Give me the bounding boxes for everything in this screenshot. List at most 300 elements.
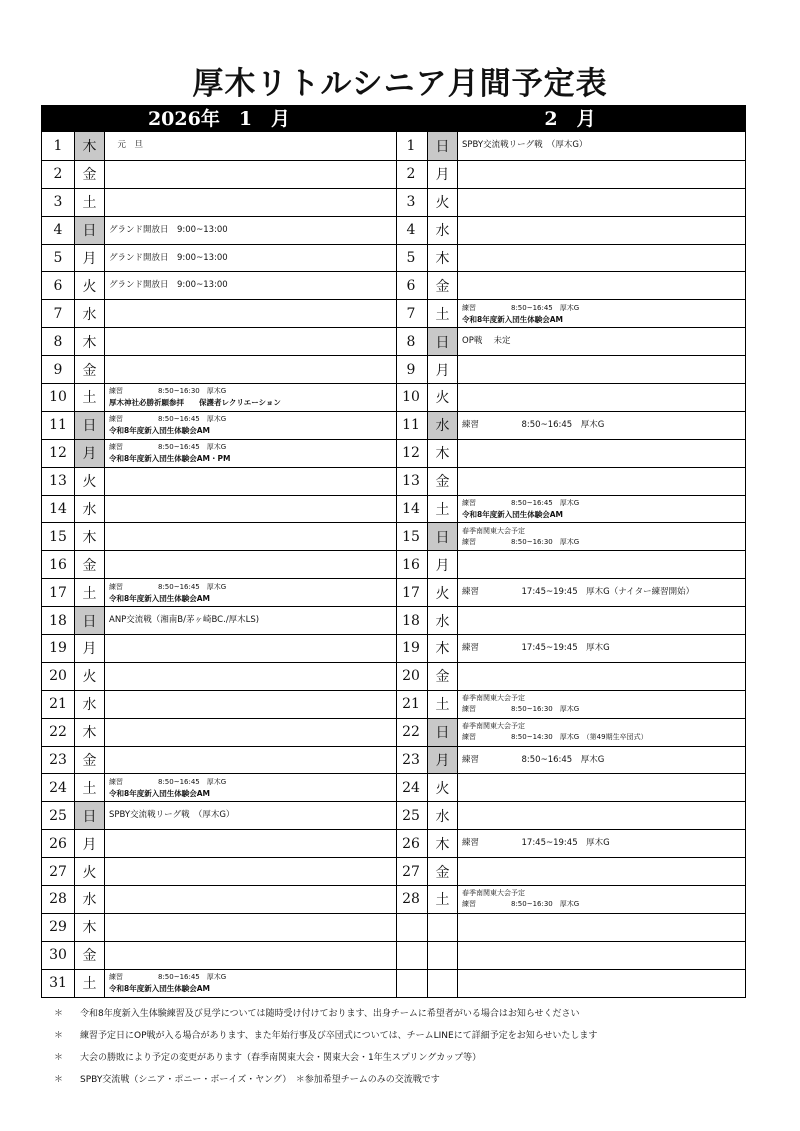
- day-row: [395, 244, 745, 272]
- event-text: 練習 17:45~19:45 厚木G（ナイター練習開始）: [462, 587, 695, 598]
- weekday: 金: [428, 663, 458, 690]
- day-row: [42, 383, 396, 411]
- day-number: 17: [395, 579, 428, 606]
- weekday: 土: [428, 300, 458, 327]
- event-text: 春季南関東大会予定: [462, 889, 525, 898]
- event-cell: [105, 663, 396, 690]
- event-cell: [105, 245, 396, 272]
- day-row: [395, 662, 745, 690]
- day-number: 16: [42, 551, 75, 578]
- event-cell: [458, 747, 745, 774]
- note-mark: ＊: [54, 1009, 64, 1019]
- day-number: 14: [42, 496, 75, 523]
- weekday: 日: [428, 719, 458, 746]
- weekday: 土: [75, 774, 105, 801]
- event-cell: [105, 356, 396, 383]
- weekday: 水: [428, 607, 458, 634]
- weekday: 月: [75, 635, 105, 662]
- event-text: 春季南関東大会予定: [462, 722, 525, 731]
- weekday: 土: [75, 189, 105, 216]
- event-cell: [105, 132, 396, 160]
- day-row: [42, 160, 396, 188]
- event-cell: [105, 858, 396, 885]
- event-cell: [105, 635, 396, 662]
- event-cell: [458, 468, 745, 495]
- day-row: [395, 941, 745, 969]
- event-text: 令和8年度新入団生体験会AM: [109, 426, 210, 436]
- january-header: 2026年 1 月: [42, 106, 396, 132]
- weekday: [428, 970, 458, 997]
- day-row: [395, 188, 745, 216]
- note-mark: ＊: [54, 1053, 64, 1063]
- event-cell: [458, 496, 745, 523]
- event-text: 練習 8:50~16:45 厚木G: [109, 777, 227, 786]
- event-cell: [458, 356, 745, 383]
- day-row: [395, 439, 745, 467]
- event-cell: [105, 328, 396, 355]
- event-text: 練習 8:50~16:45 厚木G: [462, 419, 605, 430]
- weekday: 木: [428, 830, 458, 857]
- note-item: [54, 1003, 754, 1025]
- day-row: [42, 271, 396, 299]
- day-row: [395, 746, 745, 774]
- day-number: 31: [42, 970, 75, 997]
- day-number: 24: [395, 774, 428, 801]
- weekday: 木: [75, 523, 105, 550]
- day-row: [42, 411, 396, 439]
- day-row: [395, 690, 745, 718]
- weekday: 月: [75, 440, 105, 467]
- weekday: 月: [428, 551, 458, 578]
- event-cell: [105, 607, 396, 634]
- day-row: [42, 188, 396, 216]
- day-row: [42, 913, 396, 941]
- event-cell: [458, 551, 745, 578]
- event-cell: [105, 691, 396, 718]
- day-row: [395, 550, 745, 578]
- event-text: 春季南関東大会予定: [462, 526, 525, 535]
- weekday: 日: [75, 412, 105, 439]
- day-row: [395, 634, 745, 662]
- weekday: 日: [75, 802, 105, 829]
- event-text: 令和8年度新入団生体験会AM: [462, 510, 563, 520]
- event-cell: [105, 747, 396, 774]
- weekday: [428, 914, 458, 941]
- event-text: 練習 8:50~16:45 厚木G: [462, 303, 580, 312]
- event-text: グランド開放日 9:00~13:00: [109, 280, 228, 291]
- page-title: 厚木リトルシニア月間予定表: [192, 66, 608, 102]
- note-item: [54, 1047, 754, 1069]
- event-cell: [458, 607, 745, 634]
- event-text: 練習 8:50~16:30 厚木G: [109, 387, 227, 396]
- weekday: 火: [428, 384, 458, 411]
- event-cell: [105, 802, 396, 829]
- event-text: 練習 8:50~16:45 厚木G: [462, 499, 580, 508]
- event-cell: [458, 774, 745, 801]
- event-cell: [458, 440, 745, 467]
- event-cell: [458, 858, 745, 885]
- event-cell: [105, 942, 396, 969]
- weekday: 日: [428, 328, 458, 355]
- weekday: 木: [75, 328, 105, 355]
- event-text: 令和8年度新入団生体験会AM: [109, 593, 210, 603]
- weekday: 土: [75, 970, 105, 997]
- day-number: 27: [42, 858, 75, 885]
- event-cell: [458, 719, 745, 746]
- weekday: 水: [428, 802, 458, 829]
- weekday: 水: [75, 300, 105, 327]
- day-number: 21: [395, 691, 428, 718]
- event-cell: [458, 300, 745, 327]
- day-row: [395, 885, 745, 913]
- event-cell: [105, 468, 396, 495]
- event-cell: [458, 328, 745, 355]
- day-number: 8: [42, 328, 75, 355]
- day-number: 9: [395, 356, 428, 383]
- day-number: 12: [42, 440, 75, 467]
- event-cell: [105, 523, 396, 550]
- weekday: 金: [75, 551, 105, 578]
- day-number: 12: [395, 440, 428, 467]
- day-row: [395, 773, 745, 801]
- weekday: 金: [75, 942, 105, 969]
- event-cell: [105, 189, 396, 216]
- day-number: 27: [395, 858, 428, 885]
- event-cell: [458, 830, 745, 857]
- event-cell: [458, 161, 745, 188]
- day-number: 17: [42, 579, 75, 606]
- day-row: [42, 746, 396, 774]
- event-cell: [105, 300, 396, 327]
- day-number: 10: [395, 384, 428, 411]
- weekday: 火: [428, 774, 458, 801]
- weekday: 火: [75, 663, 105, 690]
- weekday: 水: [428, 412, 458, 439]
- event-text: 練習 17:45~19:45 厚木G: [462, 642, 610, 653]
- event-text: 元 旦: [109, 140, 144, 151]
- event-cell: [458, 523, 745, 550]
- event-text: SPBY交流戦リーグ戦 （厚木G）: [109, 810, 235, 821]
- day-row: [42, 801, 396, 829]
- day-number: 20: [395, 663, 428, 690]
- weekday: 土: [428, 886, 458, 913]
- note-text: 練習予定日にOP戦が入る場合があります、また年始行事及び卒団式については、チームLINEにて詳細予定をお知らせいたします: [80, 1031, 598, 1041]
- day-row: [42, 690, 396, 718]
- day-row: [42, 495, 396, 523]
- weekday: 木: [75, 719, 105, 746]
- day-number: 23: [395, 747, 428, 774]
- weekday: 水: [75, 496, 105, 523]
- event-cell: [458, 412, 745, 439]
- event-text: 練習 17:45~19:45 厚木G: [462, 838, 610, 849]
- event-text: 練習 8:50~16:30 厚木G: [462, 900, 580, 909]
- event-text: グランド開放日 9:00~13:00: [109, 224, 228, 235]
- event-text: グランド開放日 9:00~13:00: [109, 252, 228, 263]
- day-row: [42, 216, 396, 244]
- day-number: 2: [42, 161, 75, 188]
- day-number: 14: [395, 496, 428, 523]
- day-number: 21: [42, 691, 75, 718]
- day-number: 13: [42, 468, 75, 495]
- day-number: 10: [42, 384, 75, 411]
- day-number: 16: [395, 551, 428, 578]
- day-row: [395, 132, 745, 160]
- day-number: 19: [42, 635, 75, 662]
- day-number: 28: [42, 886, 75, 913]
- note-item: [54, 1069, 754, 1091]
- weekday: 木: [75, 914, 105, 941]
- event-cell: [458, 189, 745, 216]
- day-number: 6: [42, 272, 75, 299]
- day-row: [42, 355, 396, 383]
- day-row: [395, 495, 745, 523]
- day-number: 18: [395, 607, 428, 634]
- weekday: 木: [428, 440, 458, 467]
- notes: [54, 1003, 754, 1091]
- day-row: [395, 801, 745, 829]
- event-text: 令和8年度新入団生体験会AM: [109, 984, 210, 994]
- day-row: [395, 216, 745, 244]
- weekday: 土: [428, 496, 458, 523]
- weekday: 火: [75, 272, 105, 299]
- event-text: ANP交流戦（湘南B/茅ヶ崎BC./厚木LS): [109, 615, 260, 626]
- day-row: [42, 578, 396, 606]
- day-number: 4: [42, 217, 75, 244]
- weekday: 水: [428, 217, 458, 244]
- event-text: 練習 8:50~16:45 厚木G: [109, 973, 227, 982]
- note-text: SPBY交流戦（シニア・ポニー・ボーイズ・ヤング） ＊参加希望チームのみの交流戦です: [80, 1075, 440, 1085]
- weekday: 火: [75, 858, 105, 885]
- event-cell: [105, 914, 396, 941]
- event-cell: [458, 272, 745, 299]
- event-cell: [458, 635, 745, 662]
- day-number: 5: [395, 245, 428, 272]
- weekday: 木: [428, 245, 458, 272]
- day-row: [395, 606, 745, 634]
- weekday: 金: [75, 747, 105, 774]
- day-row: [395, 411, 745, 439]
- event-cell: [105, 440, 396, 467]
- event-cell: [105, 551, 396, 578]
- day-row: [42, 467, 396, 495]
- day-number: 9: [42, 356, 75, 383]
- day-row: [42, 299, 396, 327]
- day-number: 3: [42, 189, 75, 216]
- event-cell: [105, 970, 396, 997]
- event-cell: [105, 161, 396, 188]
- day-number: 11: [395, 412, 428, 439]
- day-row: [42, 885, 396, 913]
- day-row: [42, 829, 396, 857]
- day-number: 20: [42, 663, 75, 690]
- day-number: 15: [42, 523, 75, 550]
- event-cell: [105, 384, 396, 411]
- day-number: 15: [395, 523, 428, 550]
- event-cell: [105, 719, 396, 746]
- note-mark: ＊: [54, 1075, 64, 1085]
- day-row: [395, 969, 745, 997]
- day-number: [395, 970, 428, 997]
- day-row: [42, 969, 396, 997]
- event-text: 厚木神社必勝祈願参拝 保護者レクリエーション: [109, 398, 281, 408]
- day-row: [42, 662, 396, 690]
- event-cell: [105, 412, 396, 439]
- event-text: 令和8年度新入団生体験会AM: [109, 788, 210, 798]
- february-header: 2 月: [395, 106, 745, 132]
- event-cell: [458, 942, 745, 969]
- day-number: 19: [395, 635, 428, 662]
- day-row: [42, 718, 396, 746]
- weekday: 火: [428, 189, 458, 216]
- event-cell: [458, 245, 745, 272]
- weekday: 火: [428, 579, 458, 606]
- event-cell: [105, 886, 396, 913]
- event-cell: [105, 830, 396, 857]
- weekday: 金: [428, 272, 458, 299]
- day-number: 5: [42, 245, 75, 272]
- event-cell: [105, 272, 396, 299]
- day-number: 28: [395, 886, 428, 913]
- weekday: 水: [75, 691, 105, 718]
- event-text: 令和8年度新入団生体験会AM: [462, 314, 563, 324]
- day-number: 22: [395, 719, 428, 746]
- day-number: 7: [42, 300, 75, 327]
- day-number: 1: [395, 132, 428, 160]
- event-text: 練習 8:50~16:45 厚木G: [462, 754, 605, 765]
- day-number: 25: [395, 802, 428, 829]
- weekday: 日: [428, 523, 458, 550]
- day-row: [395, 913, 745, 941]
- day-row: [42, 244, 396, 272]
- day-row: [42, 522, 396, 550]
- day-row: [42, 550, 396, 578]
- day-row: [395, 829, 745, 857]
- day-number: 7: [395, 300, 428, 327]
- weekday: 土: [75, 579, 105, 606]
- weekday: 金: [428, 858, 458, 885]
- weekday: 金: [75, 356, 105, 383]
- weekday: 日: [75, 217, 105, 244]
- event-cell: [458, 886, 745, 913]
- weekday: 月: [428, 161, 458, 188]
- day-number: 26: [42, 830, 75, 857]
- note-mark: ＊: [54, 1031, 64, 1041]
- note-item: [54, 1025, 754, 1047]
- day-number: 11: [42, 412, 75, 439]
- event-text: 練習 8:50~16:45 厚木G: [109, 582, 227, 591]
- day-number: 29: [42, 914, 75, 941]
- day-number: 25: [42, 802, 75, 829]
- day-row: [395, 383, 745, 411]
- event-text: SPBY交流戦リーグ戦 （厚木G）: [462, 140, 588, 151]
- weekday: 日: [75, 607, 105, 634]
- day-row: [395, 718, 745, 746]
- day-row: [395, 299, 745, 327]
- weekday: 金: [75, 161, 105, 188]
- weekday: 月: [428, 747, 458, 774]
- event-cell: [105, 774, 396, 801]
- event-cell: [458, 579, 745, 606]
- weekday: 月: [75, 245, 105, 272]
- event-cell: [458, 217, 745, 244]
- day-number: 1: [42, 132, 75, 160]
- note-text: 大会の勝敗により予定の変更があります（春季南関東大会・関東大会・1年生スプリングカップ等）: [80, 1053, 482, 1063]
- weekday: 木: [428, 635, 458, 662]
- event-cell: [105, 217, 396, 244]
- day-number: 26: [395, 830, 428, 857]
- event-cell: [105, 496, 396, 523]
- day-number: 23: [42, 747, 75, 774]
- january-rows: [42, 132, 396, 997]
- day-number: 4: [395, 217, 428, 244]
- day-number: 2: [395, 161, 428, 188]
- event-cell: [458, 691, 745, 718]
- day-row: [42, 857, 396, 885]
- day-row: [395, 160, 745, 188]
- february-rows: [395, 132, 745, 997]
- day-row: [395, 857, 745, 885]
- event-text: 春季南関東大会予定: [462, 694, 525, 703]
- weekday: 月: [75, 830, 105, 857]
- event-cell: [458, 132, 745, 160]
- day-row: [42, 439, 396, 467]
- day-number: 22: [42, 719, 75, 746]
- event-text: 練習 8:50~16:30 厚木G: [462, 705, 580, 714]
- day-number: 24: [42, 774, 75, 801]
- weekday: 金: [428, 468, 458, 495]
- day-number: 13: [395, 468, 428, 495]
- event-text: 練習 8:50~16:45 厚木G: [109, 415, 227, 424]
- weekday: 土: [75, 384, 105, 411]
- day-row: [395, 578, 745, 606]
- weekday: 水: [75, 886, 105, 913]
- day-number: 30: [42, 942, 75, 969]
- weekday: 木: [75, 132, 105, 160]
- weekday: 日: [428, 132, 458, 160]
- day-number: [395, 914, 428, 941]
- event-cell: [105, 579, 396, 606]
- day-row: [42, 773, 396, 801]
- day-row: [42, 634, 396, 662]
- day-number: 3: [395, 189, 428, 216]
- day-row: [42, 132, 396, 160]
- day-row: [42, 941, 396, 969]
- event-cell: [458, 970, 745, 997]
- day-number: 8: [395, 328, 428, 355]
- february-table: [395, 105, 746, 998]
- event-text: OP戦 未定: [462, 336, 511, 347]
- event-cell: [458, 663, 745, 690]
- weekday: 月: [428, 356, 458, 383]
- event-text: 練習 8:50~16:30 厚木G: [462, 537, 580, 546]
- day-row: [42, 606, 396, 634]
- event-text: 練習 8:50~16:45 厚木G: [109, 443, 227, 452]
- weekday: [428, 942, 458, 969]
- day-row: [395, 271, 745, 299]
- event-text: 練習 8:50~14:30 厚木G （第49期生卒団式）: [462, 733, 648, 742]
- weekday: 土: [428, 691, 458, 718]
- event-cell: [458, 802, 745, 829]
- day-number: 6: [395, 272, 428, 299]
- day-row: [395, 327, 745, 355]
- day-row: [395, 355, 745, 383]
- weekday: 火: [75, 468, 105, 495]
- day-number: [395, 942, 428, 969]
- day-row: [395, 467, 745, 495]
- event-cell: [458, 384, 745, 411]
- note-text: 令和8年度新入生体験練習及び見学については随時受け付けております、出身チームに希望者がいる場合はお知らせください: [80, 1009, 580, 1019]
- event-text: 令和8年度新入団生体験会AM・PM: [109, 454, 231, 464]
